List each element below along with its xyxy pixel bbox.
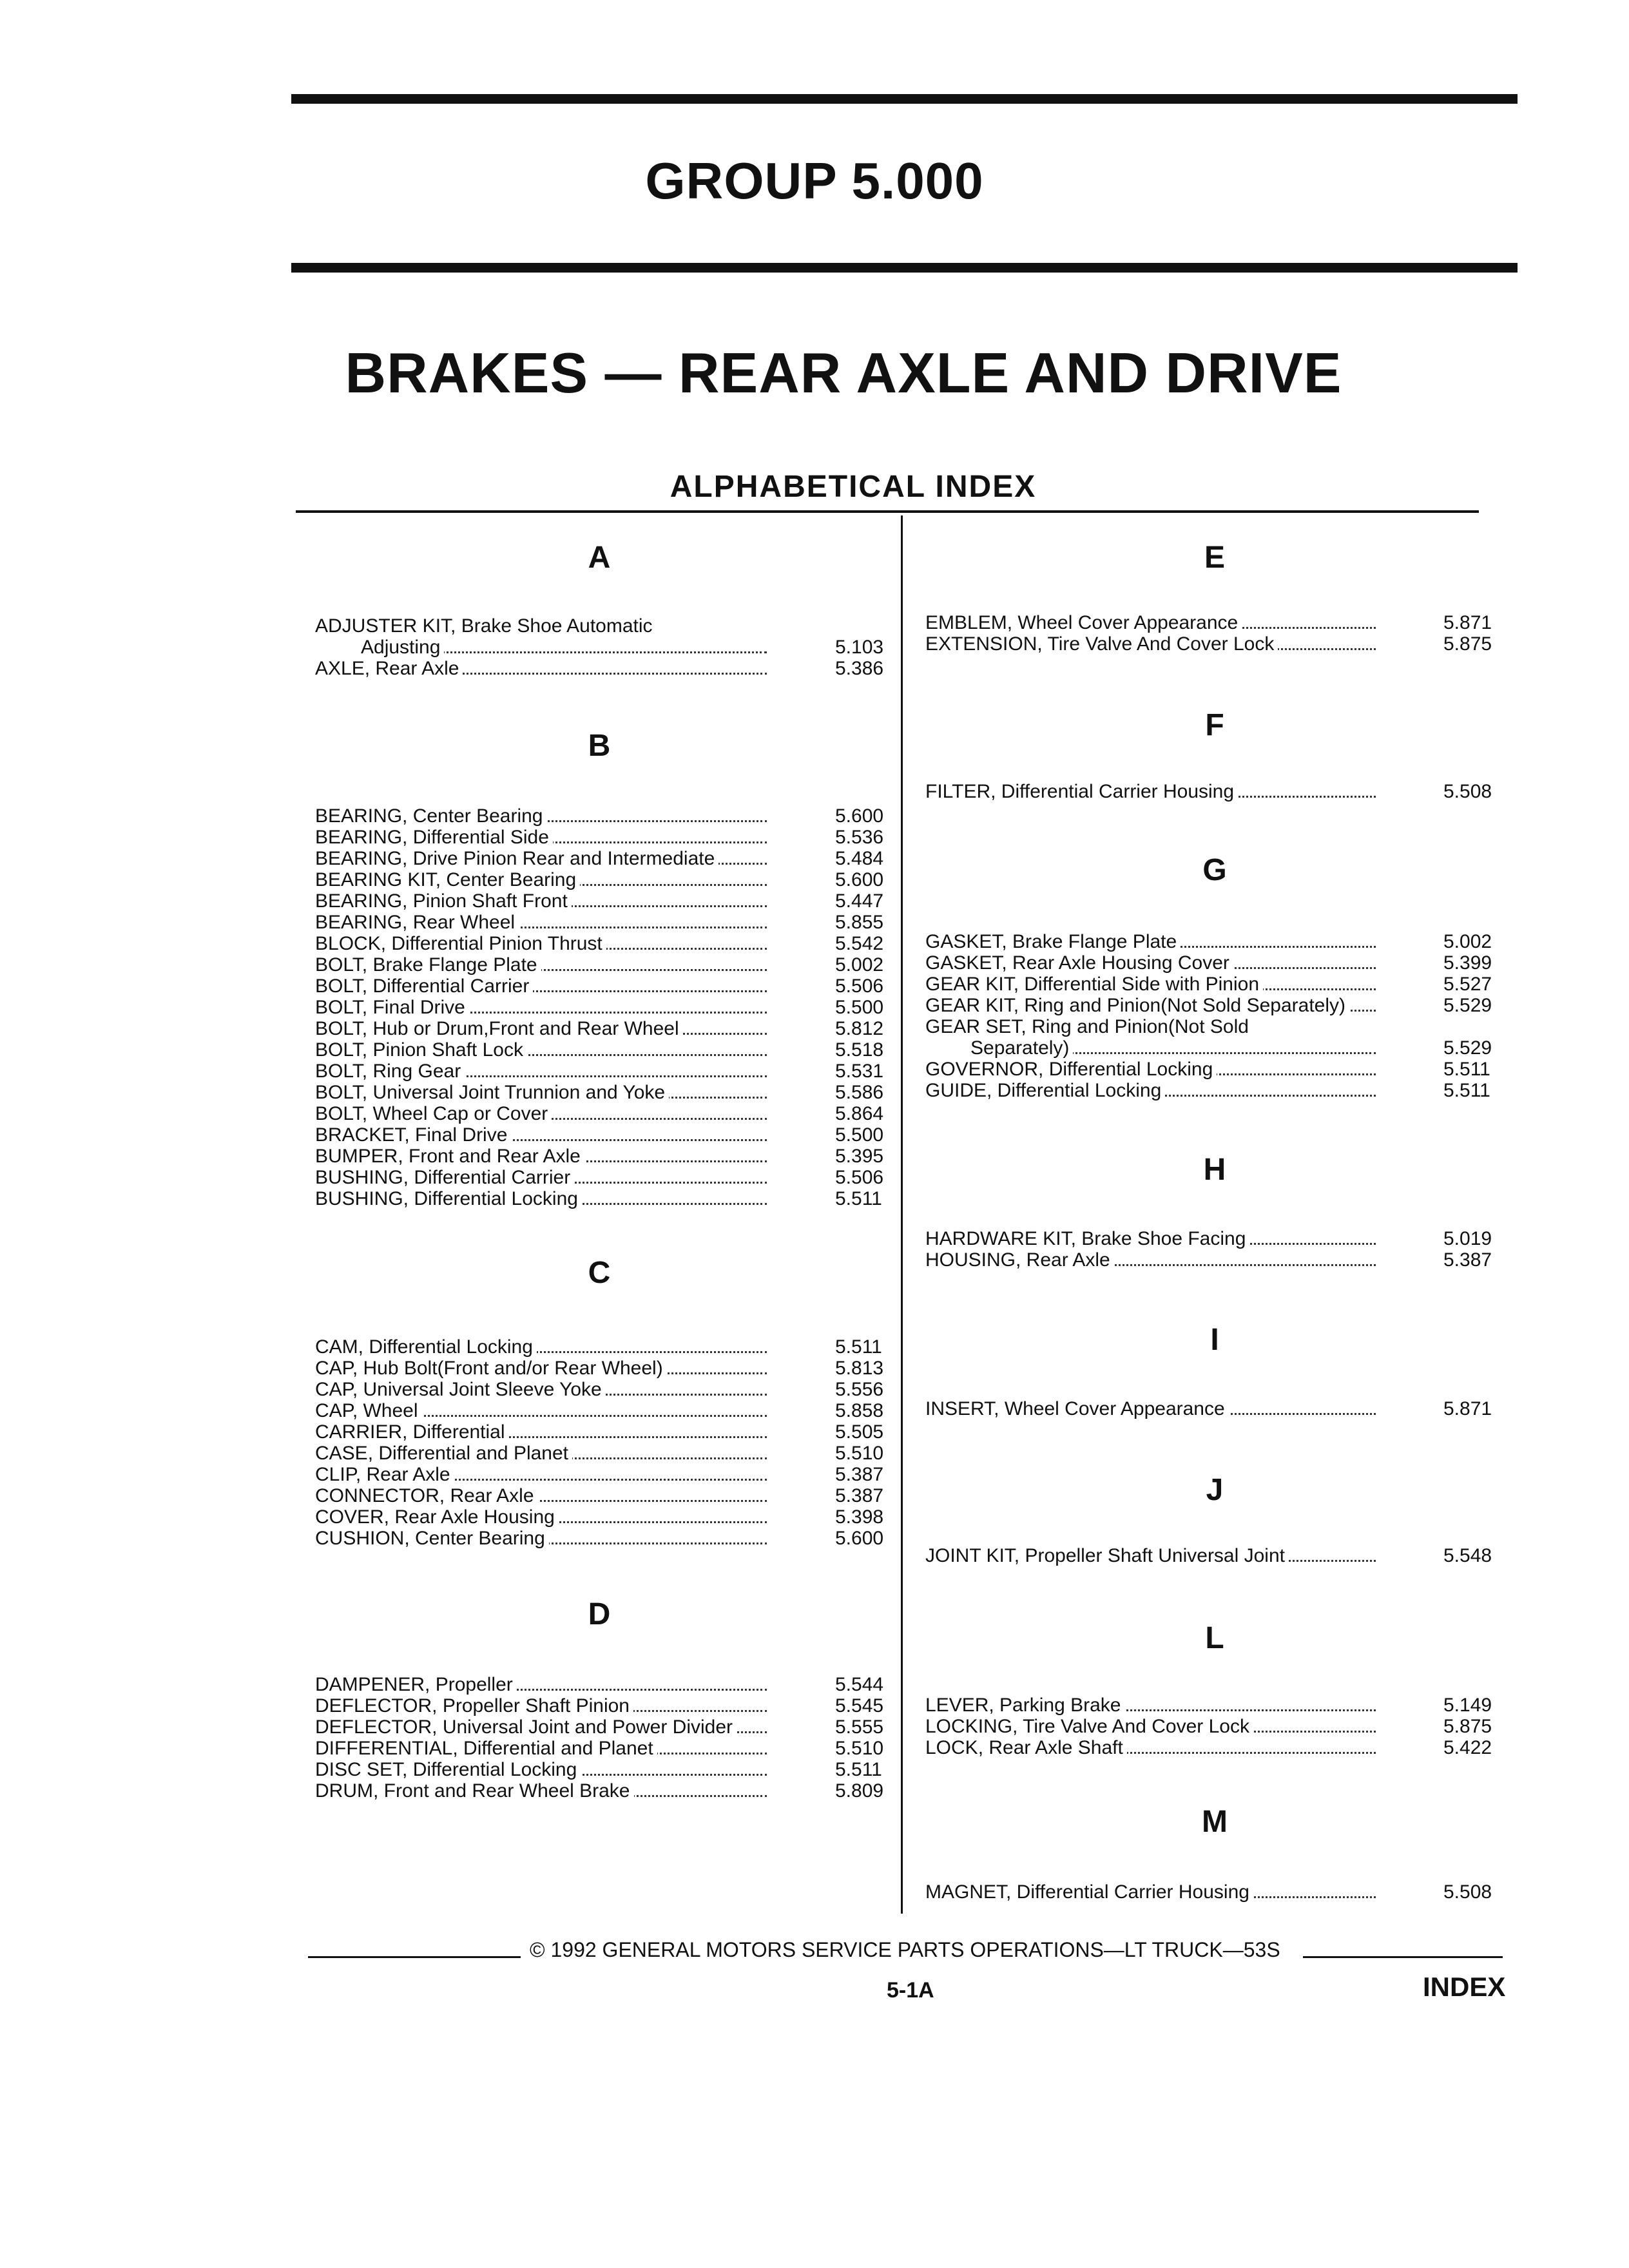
section-letter-i: I <box>1210 1323 1219 1357</box>
entry-page-number: 5.812 <box>835 1018 884 1039</box>
index-entry <box>315 658 912 679</box>
section-letter-m: M <box>1202 1805 1228 1839</box>
section-letter-e: E <box>1204 541 1225 575</box>
index-entry <box>315 997 912 1018</box>
entry-page-number: 5.813 <box>835 1358 884 1379</box>
entry-page-number: 5.386 <box>835 658 884 679</box>
entry-page-number: 5.019 <box>1443 1228 1492 1249</box>
index-entry <box>925 633 1521 655</box>
entry-label: BOLT, Differential Carrier <box>315 975 533 997</box>
section-letter-a: A <box>588 541 611 575</box>
index-heading: ALPHABETICAL INDEX <box>670 470 1037 504</box>
index-entry <box>925 1737 1521 1758</box>
entry-label: DIFFERENTIAL, Differential and Planet <box>315 1738 657 1759</box>
entry-label: GOVERNOR, Differential Locking <box>925 1059 1217 1080</box>
entry-label: LEVER, Parking Brake <box>925 1695 1124 1716</box>
group-title: GROUP 5.000 <box>645 152 984 209</box>
section-letter-l: L <box>1205 1621 1224 1655</box>
entry-page-number: 5.511 <box>835 1336 882 1358</box>
entry-label: MAGNET, Differential Carrier Housing <box>925 1881 1253 1903</box>
entry-page-number: 5.511 <box>1443 1080 1490 1101</box>
index-entry <box>315 1716 912 1738</box>
entry-label: BOLT, Final Drive <box>315 997 469 1018</box>
index-entry <box>315 1018 912 1039</box>
index-entry <box>315 869 912 890</box>
entry-page-number: 5.511 <box>835 1759 882 1780</box>
entry-page-number: 5.855 <box>835 912 884 933</box>
index-entry <box>315 1421 912 1443</box>
entry-label: BOLT, Wheel Cap or Cover <box>315 1103 552 1124</box>
entry-label: CAM, Differential Locking <box>315 1336 537 1358</box>
entry-label: GASKET, Brake Flange Plate <box>925 931 1181 952</box>
index-entry <box>925 1080 1521 1101</box>
section-letter-d: D <box>588 1597 611 1631</box>
copyright-line: © 1992 GENERAL MOTORS SERVICE PARTS OPERATIONS—LT TRUCK—53S <box>530 1938 1280 1961</box>
entry-page-number: 5.387 <box>835 1464 884 1485</box>
index-entry <box>315 1039 912 1061</box>
entry-page-number: 5.500 <box>835 1124 884 1146</box>
entry-label: BEARING, Drive Pinion Rear and Intermediate <box>315 848 718 869</box>
entry-page-number: 5.600 <box>835 869 884 890</box>
entry-label: INSERT, Wheel Cover Appearance <box>925 1398 1229 1419</box>
index-entry <box>315 1103 912 1124</box>
entry-page-number: 5.586 <box>835 1082 884 1103</box>
entry-label: BUMPER, Front and Rear Axle <box>315 1146 584 1167</box>
entry-page-number: 5.387 <box>1443 1249 1492 1271</box>
index-entry <box>315 1506 912 1528</box>
entry-page-number: 5.506 <box>835 975 884 997</box>
entry-page-number: 5.511 <box>835 1188 882 1209</box>
index-entry <box>925 1059 1521 1080</box>
entry-label: CASE, Differential and Planet <box>315 1443 572 1464</box>
second-rule <box>291 263 1518 273</box>
entry-page-number: 5.545 <box>835 1695 884 1716</box>
entry-label: BEARING, Pinion Shaft Front <box>315 890 572 912</box>
entry-label: HARDWARE KIT, Brake Shoe Facing <box>925 1228 1249 1249</box>
index-entry <box>315 1358 912 1379</box>
index-entry <box>925 612 1521 633</box>
index-entry <box>315 975 912 997</box>
entry-page-number: 5.002 <box>835 954 884 975</box>
entry-label: CARRIER, Differential <box>315 1421 509 1443</box>
entry-page-number: 5.542 <box>835 933 884 954</box>
index-entry <box>925 1398 1521 1419</box>
entry-page-number: 5.508 <box>1443 781 1492 802</box>
entry-page-number: 5.527 <box>1443 974 1492 995</box>
section-letter-c: C <box>588 1256 611 1290</box>
index-entry <box>315 1738 912 1759</box>
index-entry <box>925 952 1521 974</box>
entry-label: GEAR KIT, Ring and Pinion(Not Sold Separately) <box>925 995 1349 1016</box>
entry-label: GASKET, Rear Axle Housing Cover <box>925 952 1233 974</box>
entry-page-number: 5.518 <box>835 1039 884 1061</box>
entry-label: BEARING, Center Bearing <box>315 805 546 827</box>
entry-label: GUIDE, Differential Locking <box>925 1080 1165 1101</box>
entry-page-number: 5.871 <box>1443 612 1492 633</box>
footer-rule-left <box>308 1956 521 1958</box>
index-entry <box>925 995 1521 1016</box>
index-entry <box>315 890 912 912</box>
index-entry <box>925 1249 1521 1271</box>
entry-label: BRACKET, Final Drive <box>315 1124 511 1146</box>
entry-label: DISC SET, Differential Locking <box>315 1759 581 1780</box>
index-entry <box>315 1336 912 1358</box>
entry-label: JOINT KIT, Propeller Shaft Universal Joint <box>925 1545 1289 1566</box>
entry-page-number: 5.555 <box>835 1716 884 1738</box>
entry-page-number: 5.506 <box>835 1167 884 1188</box>
entry-continuation-label: Adjusting <box>361 637 444 658</box>
entry-label: HOUSING, Rear Axle <box>925 1249 1114 1271</box>
entry-page-number: 5.556 <box>835 1379 884 1400</box>
index-rule <box>296 510 1479 513</box>
entry-page-number: 5.544 <box>835 1674 884 1695</box>
section-letter-j: J <box>1206 1473 1224 1507</box>
entry-page-number: 5.600 <box>835 805 884 827</box>
entry-label: AXLE, Rear Axle <box>315 658 463 679</box>
index-entry <box>315 1167 912 1188</box>
index-entry <box>315 1485 912 1506</box>
index-entry <box>315 805 912 827</box>
entry-label: DEFLECTOR, Universal Joint and Power Divider <box>315 1716 737 1738</box>
entry-label: DEFLECTOR, Propeller Shaft Pinion <box>315 1695 633 1716</box>
entry-page-number: 5.398 <box>835 1506 884 1528</box>
entry-label: EMBLEM, Wheel Cover Appearance <box>925 612 1242 633</box>
entry-label: BUSHING, Differential Carrier <box>315 1167 574 1188</box>
index-entry <box>315 912 912 933</box>
entry-label: ADJUSTER KIT, Brake Shoe Automatic <box>315 615 657 637</box>
index-entry <box>925 1716 1521 1737</box>
entry-label: BEARING, Rear Wheel <box>315 912 519 933</box>
entry-label: CLIP, Rear Axle <box>315 1464 454 1485</box>
index-entry <box>925 781 1521 802</box>
footer-rule-right <box>1303 1956 1503 1958</box>
entry-page-number: 5.510 <box>835 1738 884 1759</box>
section-label: INDEX <box>1423 1972 1506 2002</box>
index-entry <box>315 1443 912 1464</box>
entry-label: CAP, Hub Bolt(Front and/or Rear Wheel) <box>315 1358 667 1379</box>
entry-page-number: 5.858 <box>835 1400 884 1421</box>
section-letter-b: B <box>588 729 611 763</box>
entry-page-number: 5.510 <box>835 1443 884 1464</box>
entry-page-number: 5.505 <box>835 1421 884 1443</box>
index-entry <box>315 1082 912 1103</box>
index-entry <box>315 848 912 869</box>
entry-label: BOLT, Pinion Shaft Lock <box>315 1039 527 1061</box>
index-entry <box>925 1881 1521 1903</box>
entry-label: EXTENSION, Tire Valve And Cover Lock <box>925 633 1278 655</box>
index-entry <box>315 1379 912 1400</box>
entry-page-number: 5.864 <box>835 1103 884 1124</box>
index-entry <box>315 615 912 637</box>
entry-page-number: 5.809 <box>835 1780 884 1802</box>
section-letter-g: G <box>1202 853 1227 887</box>
entry-page-number: 5.399 <box>1443 952 1492 974</box>
entry-label: COVER, Rear Axle Housing <box>315 1506 559 1528</box>
page-number: 5-1A <box>887 1978 934 2003</box>
index-entry <box>925 931 1521 952</box>
index-entry <box>315 1780 912 1802</box>
index-entry <box>315 1464 912 1485</box>
index-entry <box>925 1016 1521 1037</box>
entry-continuation <box>970 1037 1521 1059</box>
entry-label: LOCK, Rear Axle Shaft <box>925 1737 1127 1758</box>
index-entry <box>315 1759 912 1780</box>
entry-label: DRUM, Front and Rear Wheel Brake <box>315 1780 634 1802</box>
index-entry <box>925 1695 1521 1716</box>
section-letter-h: H <box>1203 1153 1226 1187</box>
entry-page-number: 5.508 <box>1443 1881 1492 1903</box>
entry-label: BOLT, Universal Joint Trunnion and Yoke <box>315 1082 669 1103</box>
entry-page-number: 5.395 <box>835 1146 884 1167</box>
index-entry <box>315 954 912 975</box>
entry-page-number: 5.871 <box>1443 1398 1492 1419</box>
index-entry <box>315 1188 912 1209</box>
entry-label: LOCKING, Tire Valve And Cover Lock <box>925 1716 1253 1737</box>
index-entry <box>315 1528 912 1549</box>
entry-page-number: 5.548 <box>1443 1545 1492 1566</box>
entry-page-number: 5.387 <box>835 1485 884 1506</box>
entry-label: GEAR SET, Ring and Pinion(Not Sold <box>925 1016 1253 1037</box>
entry-label: BOLT, Brake Flange Plate <box>315 954 541 975</box>
entry-label: BOLT, Hub or Drum,Front and Rear Wheel <box>315 1018 683 1039</box>
entry-page-number: 5.600 <box>835 1528 884 1549</box>
entry-page-number: 5.002 <box>1443 931 1492 952</box>
index-entry <box>315 827 912 848</box>
index-entry <box>315 933 912 954</box>
index-entry <box>925 1228 1521 1249</box>
entry-continuation <box>361 637 912 658</box>
entry-label: GEAR KIT, Differential Side with Pinion <box>925 974 1263 995</box>
entry-page-number: 5.875 <box>1443 1716 1492 1737</box>
entry-page-number: 5.511 <box>1443 1059 1490 1080</box>
entry-label: BUSHING, Differential Locking <box>315 1188 582 1209</box>
entry-label: FILTER, Differential Carrier Housing <box>925 781 1238 802</box>
entry-page-number: 5.447 <box>835 890 884 912</box>
entry-label: CUSHION, Center Bearing <box>315 1528 549 1549</box>
entry-page-number: 5.422 <box>1443 1737 1492 1758</box>
entry-label: CONNECTOR, Rear Axle <box>315 1485 538 1506</box>
entry-page-number: 5.149 <box>1443 1695 1492 1716</box>
entry-label: CAP, Wheel <box>315 1400 422 1421</box>
index-entry <box>925 974 1521 995</box>
entry-label: DAMPENER, Propeller <box>315 1674 517 1695</box>
index-entry <box>315 1124 912 1146</box>
entry-label: BLOCK, Differential Pinion Thrust <box>315 933 606 954</box>
entry-page-number: 5.529 <box>1443 995 1492 1016</box>
index-entry <box>315 1695 912 1716</box>
index-entry <box>925 1545 1521 1566</box>
entry-page-number: 5.536 <box>835 827 884 848</box>
entry-page-number: 5.103 <box>835 637 884 658</box>
entry-label: CAP, Universal Joint Sleeve Yoke <box>315 1379 606 1400</box>
index-entry <box>315 1146 912 1167</box>
index-entry <box>315 1674 912 1695</box>
entry-label: BEARING, Differential Side <box>315 827 553 848</box>
entry-page-number: 5.875 <box>1443 633 1492 655</box>
entry-page-number: 5.529 <box>1443 1037 1492 1059</box>
page-title: BRAKES — REAR AXLE AND DRIVE <box>345 341 1342 405</box>
top-rule <box>291 94 1518 104</box>
entry-continuation-label: Separately) <box>970 1037 1073 1059</box>
entry-page-number: 5.531 <box>835 1061 884 1082</box>
entry-page-number: 5.484 <box>835 848 884 869</box>
section-letter-f: F <box>1205 708 1224 742</box>
entry-label: BOLT, Ring Gear <box>315 1061 465 1082</box>
entry-page-number: 5.500 <box>835 997 884 1018</box>
index-entry <box>315 1061 912 1082</box>
index-entry <box>315 1400 912 1421</box>
entry-label: BEARING KIT, Center Bearing <box>315 869 580 890</box>
